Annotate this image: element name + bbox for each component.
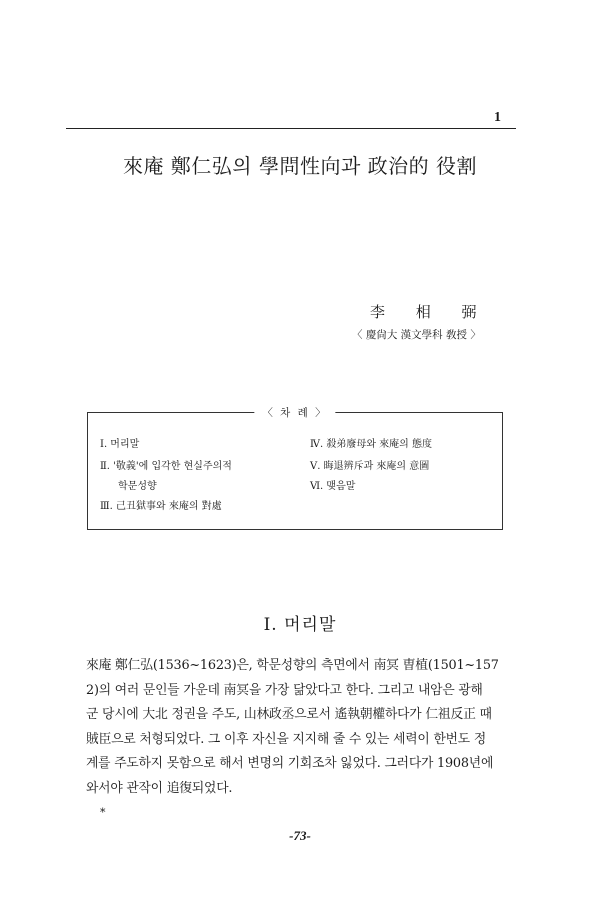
body-line: 와서야 관작이 追復되었다. xyxy=(86,780,233,796)
header-rule xyxy=(66,128,516,129)
toc-item: Ⅵ. 맺음말 xyxy=(310,481,356,492)
header-page-marker: 1 xyxy=(494,110,501,125)
body-line: 2)의 여러 문인들 가운데 南冥을 가장 닮았다고 한다. 그리고 내암은 광해 xyxy=(86,682,483,698)
body-line: 來庵 鄭仁弘(1536~1623)은, 학문성향의 측면에서 南冥 曺植(1501~157 xyxy=(86,658,499,673)
toc-item: Ⅳ. 殺弟廢母와 來庵의 態度 xyxy=(310,439,433,450)
body-line: 賊臣으로 처형되었다. 그 이후 자신을 지지해 줄 수 있는 세력이 한번도 정 xyxy=(86,731,486,747)
footnote-mark: * xyxy=(100,806,106,819)
toc-item: Ⅱ. '敬義'에 입각한 현실주의적 xyxy=(100,461,232,472)
page-number: -73- xyxy=(289,828,311,843)
section-heading: Ⅰ. 머리말 xyxy=(263,615,337,635)
body-line: 군 당시에 大北 정권을 주도, 山林政丞으로서 遙執朝權하다가 仁祖反正 때 xyxy=(86,707,492,723)
author-affiliation: 〈 慶尙大 漢文學科 敎授 〉 xyxy=(352,329,481,341)
toc-item: Ⅰ. 머리말 xyxy=(100,439,140,450)
toc-heading: 〈 차 례 〉 xyxy=(254,405,335,420)
toc-box xyxy=(87,407,503,530)
toc-item: Ⅲ. 己丑獄事와 來庵의 對處 xyxy=(100,501,222,512)
toc-item: 학문성향 xyxy=(118,481,157,492)
page-title: 來庵 鄭仁弘의 學問性向과 政治的 役割 xyxy=(122,154,478,178)
body-paragraph xyxy=(86,654,516,802)
body-line: 계를 주도하지 못함으로 해서 변명의 기회조차 잃었다. 그러다가 1908년에 xyxy=(86,756,494,772)
toc-item: Ⅴ. 晦退辨斥과 來庵의 意圖 xyxy=(310,461,430,472)
author-name: 李 相 弼 xyxy=(370,303,478,321)
